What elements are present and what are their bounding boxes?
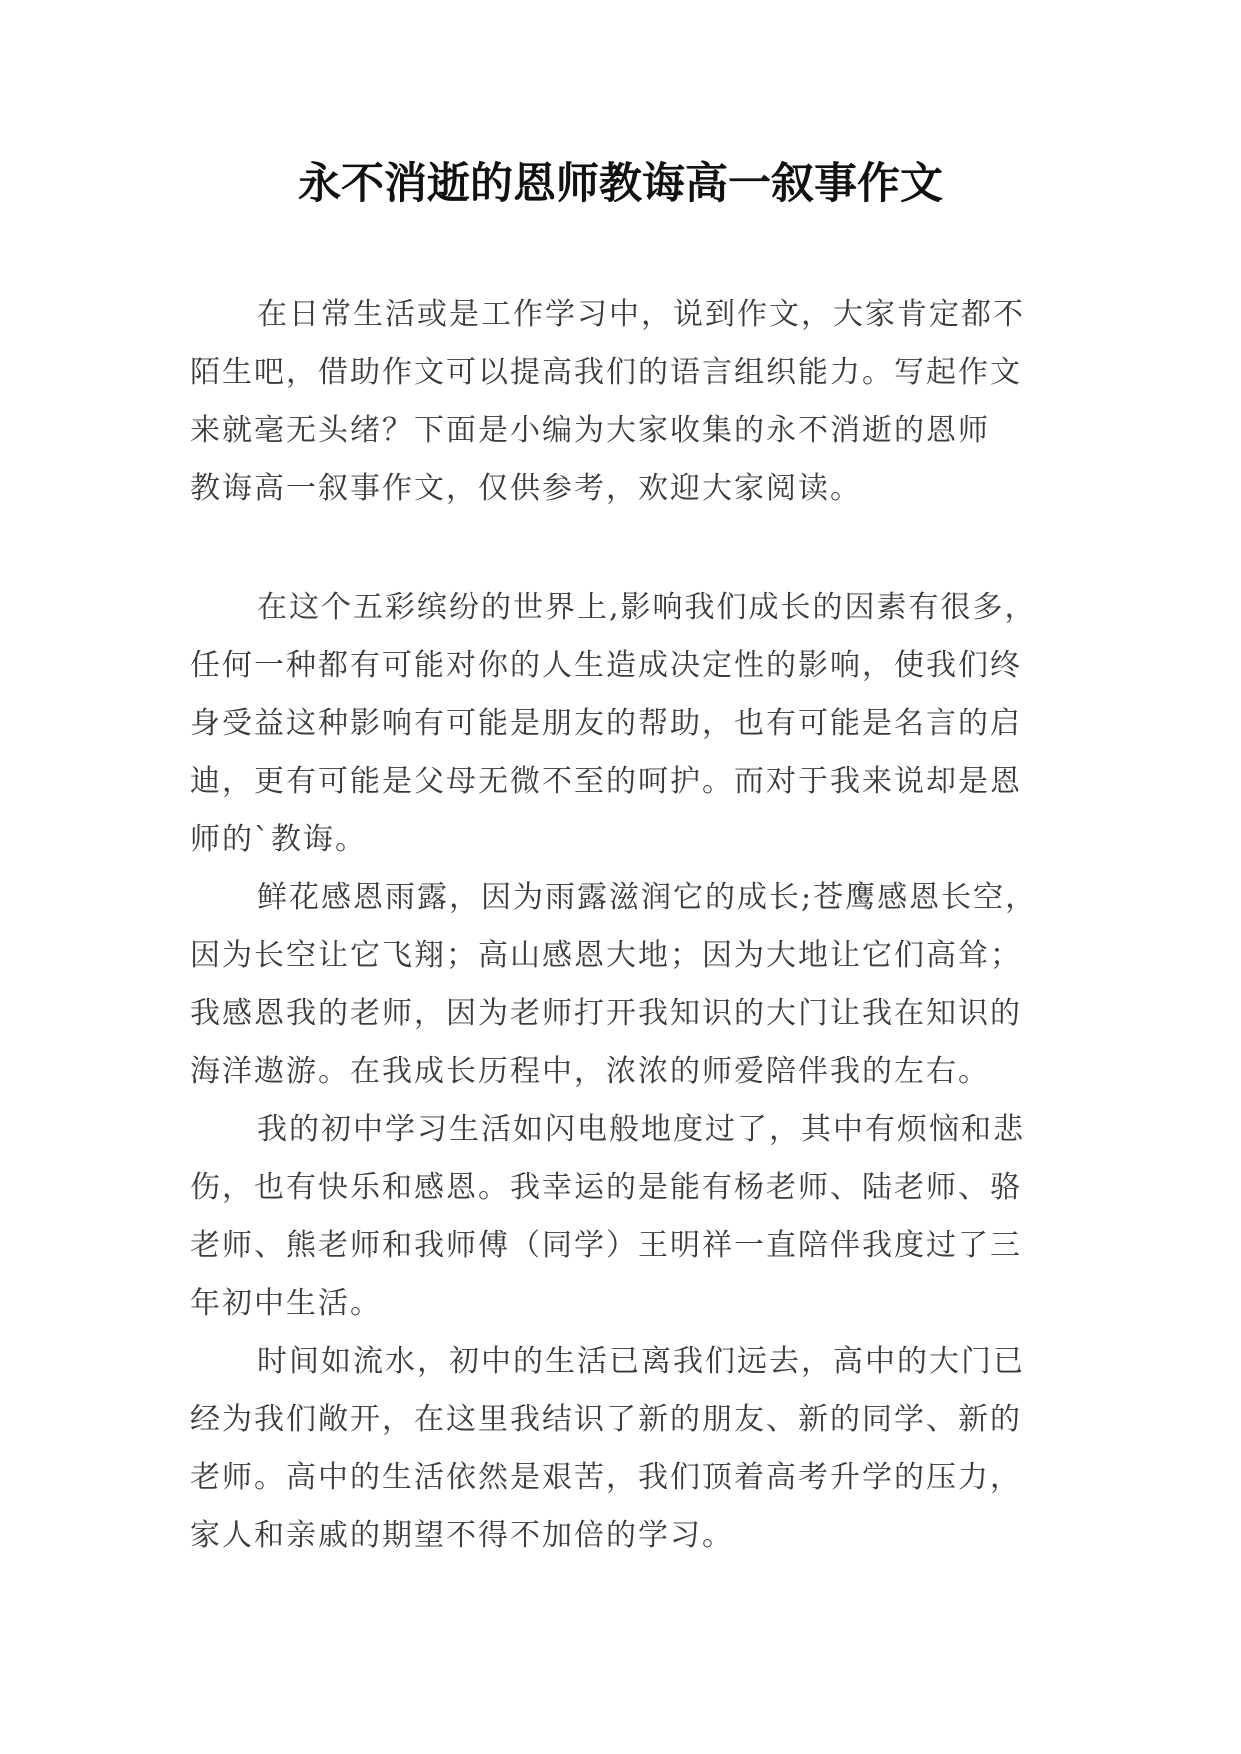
paragraph-line: 身受益这种影响有可能是朋友的帮助，也有可能是名言的启 [190,706,1022,741]
paragraph-line: 年初中生活。 [190,1286,382,1321]
paragraph-line: 经为我们敞开，在这里我结识了新的朋友、新的同学、新的 [190,1402,1022,1437]
paragraph-line: 家人和亲戚的期望不得不加倍的学习。 [190,1518,734,1553]
paragraph-line: 伤，也有快乐和感恩。我幸运的是能有杨老师、陆老师、骆 [190,1170,1022,1205]
paragraph-line: 时间如流水，初中的生活已离我们远去，高中的大门已 [257,1344,1025,1379]
paragraph-line: 老师。高中的生活依然是艰苦，我们顶着高考升学的压力， [190,1460,1022,1495]
paragraph-line: 来就毫无头绪？下面是小编为大家收集的永不消逝的恩师 [190,413,990,448]
paragraph-line: 师的`教诲。 [190,822,367,857]
paragraph-line: 老师、熊老师和我师傅（同学）王明祥一直陪伴我度过了三 [190,1228,1022,1263]
paragraph-line: 我感恩我的老师，因为老师打开我知识的大门让我在知识的 [190,996,1022,1031]
paragraph-line: 鲜花感恩雨露，因为雨露滋润它的成长;苍鹰感恩长空， [257,880,1038,915]
paragraph-line: 在这个五彩缤纷的世界上,影响我们成长的因素有很多， [257,590,1037,625]
paragraph-line: 教诲高一叙事作文，仅供参考，欢迎大家阅读。 [190,471,862,506]
paragraph-line: 因为长空让它飞翔；高山感恩大地；因为大地让它们高耸； [190,938,1022,973]
paragraph-line: 在日常生活或是工作学习中，说到作文，大家肯定都不 [257,297,1025,332]
paragraph-line: 任何一种都有可能对你的人生造成决定性的影响，使我们终 [190,648,1022,683]
document-title: 永不消逝的恩师教诲高一叙事作文 [298,159,943,209]
paragraph-line: 迪，更有可能是父母无微不至的呵护。而对于我来说却是恩 [190,764,1022,799]
paragraph-line: 海洋遨游。在我成长历程中，浓浓的师爱陪伴我的左右。 [190,1054,990,1089]
paragraph-line: 我的初中学习生活如闪电般地度过了，其中有烦恼和悲 [257,1112,1025,1147]
paragraph-line: 陌生吧，借助作文可以提高我们的语言组织能力。写起作文 [190,355,1022,390]
